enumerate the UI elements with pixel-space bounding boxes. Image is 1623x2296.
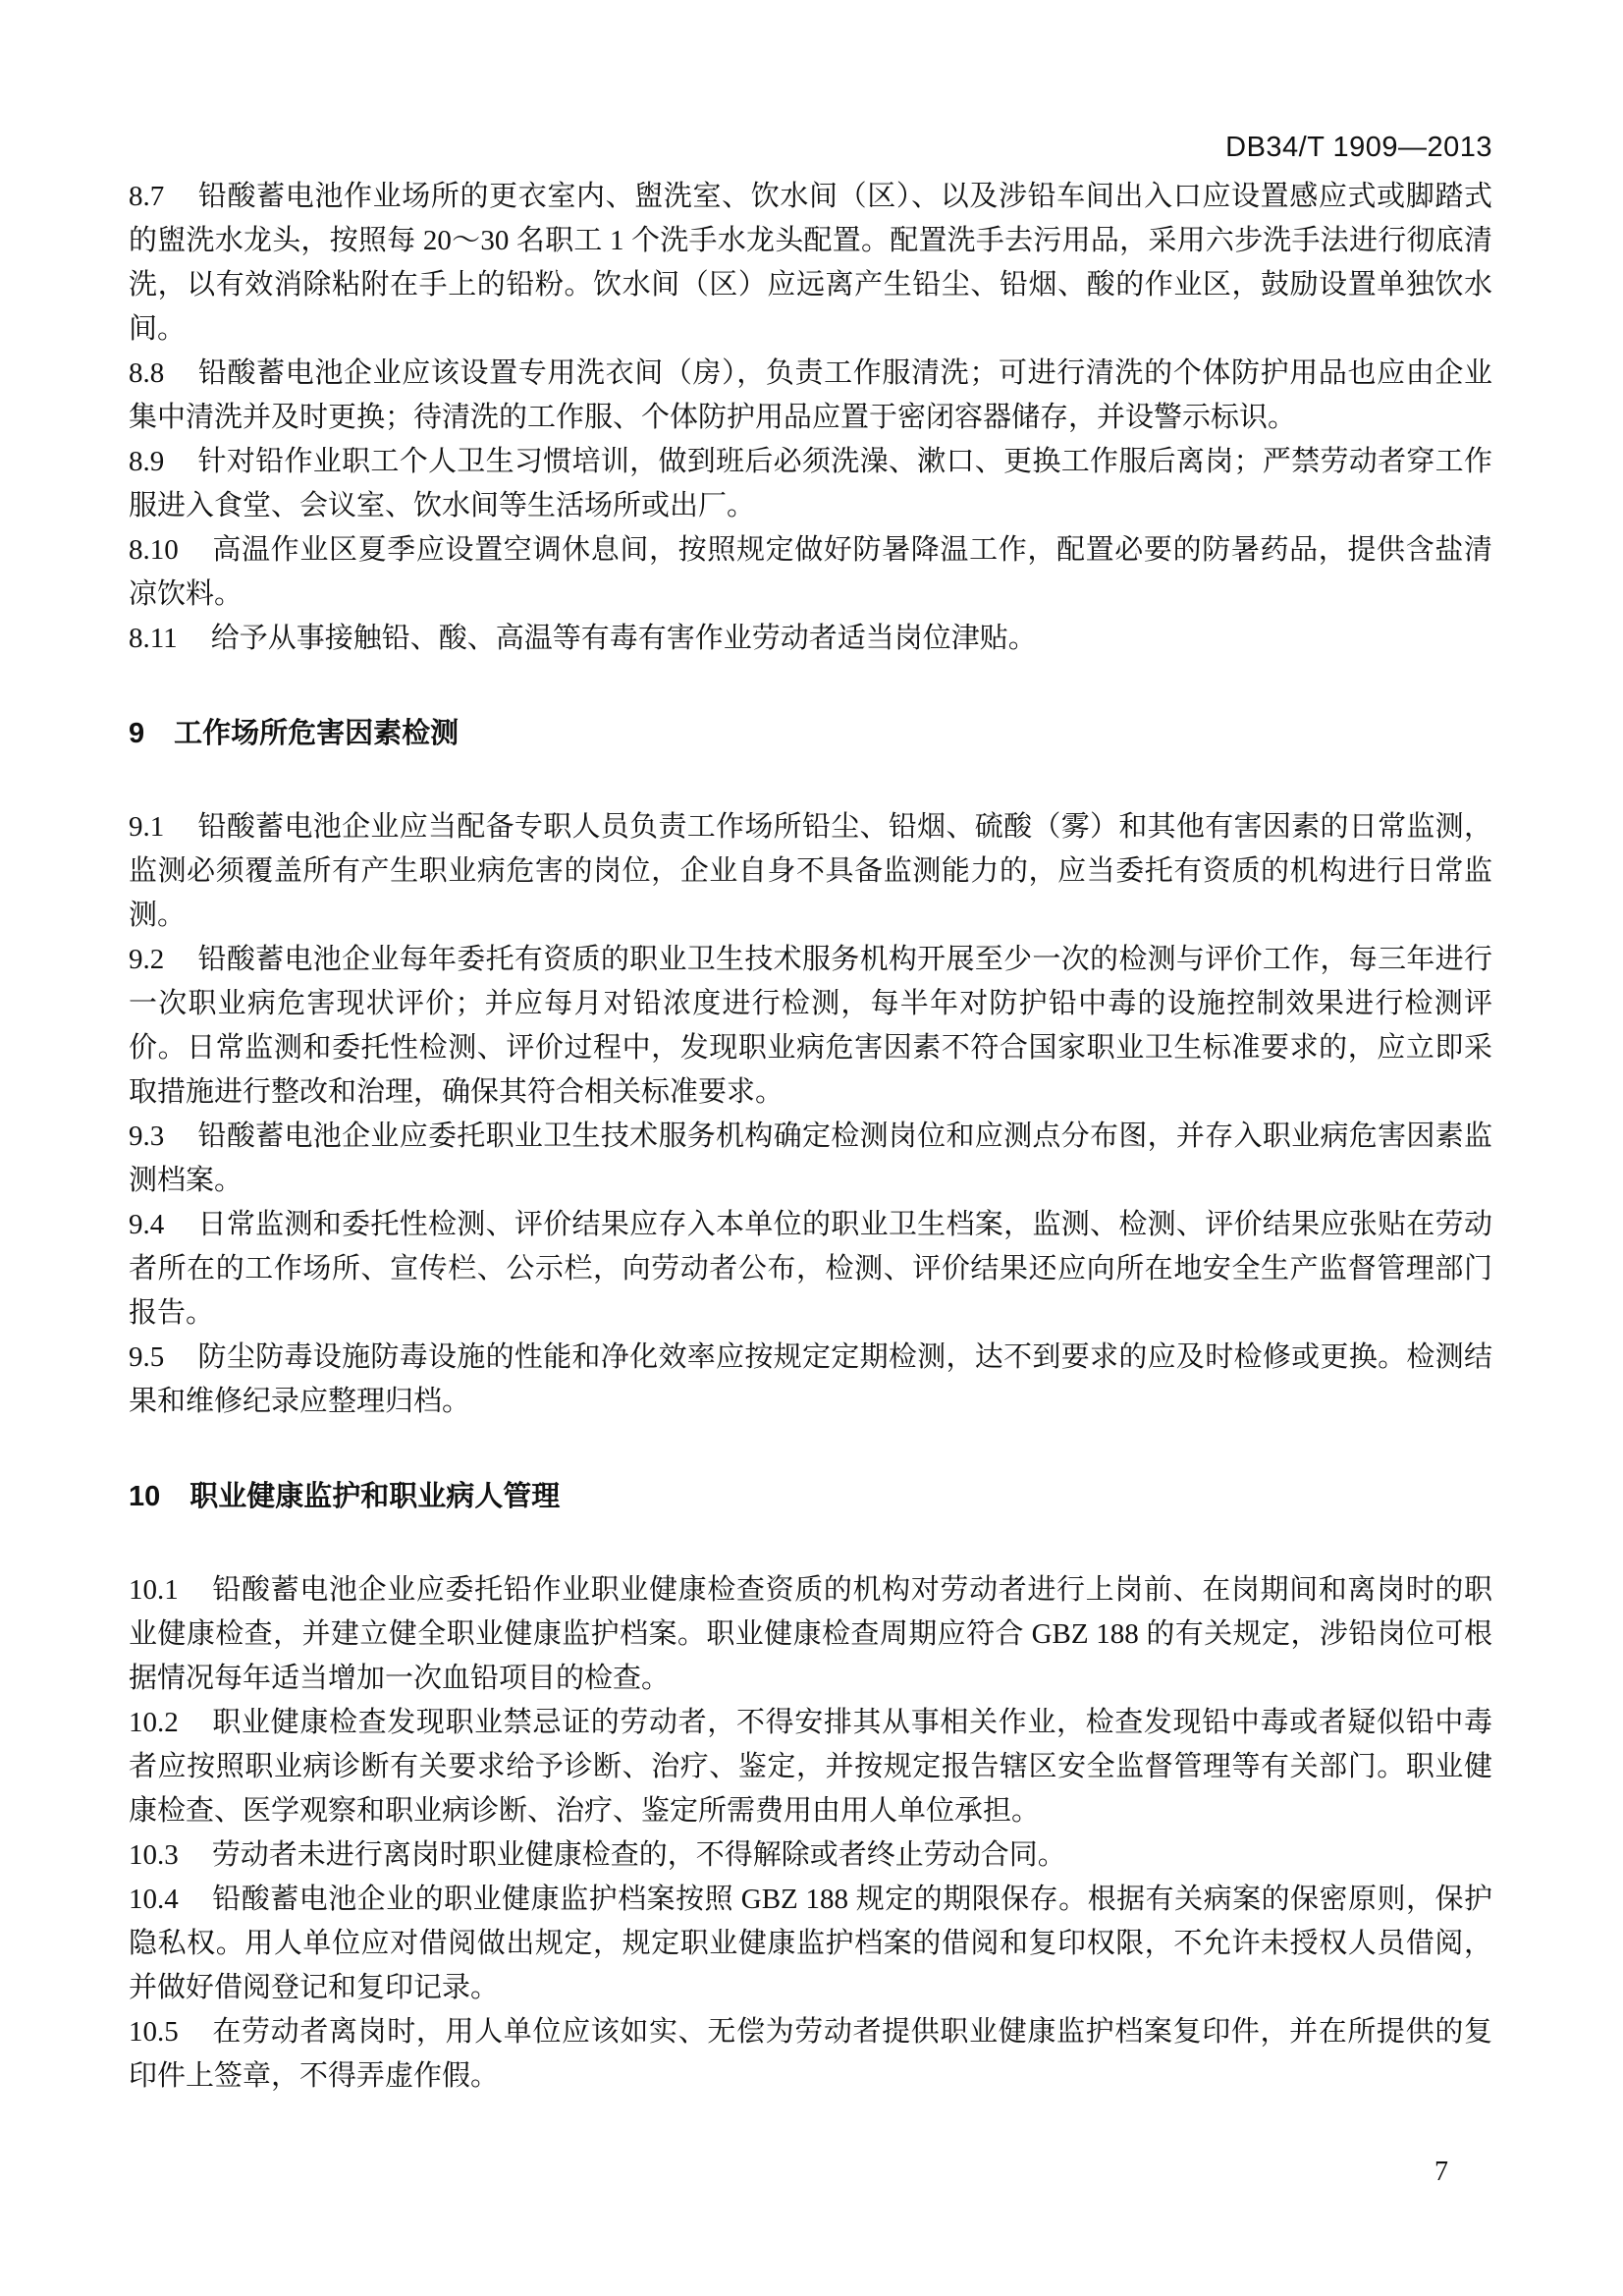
clause-number: 10.3	[129, 1839, 179, 1871]
section-heading	[129, 712, 1492, 756]
doc-number-header: DB34/T 1909—2013	[1225, 132, 1492, 163]
clause-paragraph	[129, 805, 1492, 938]
clause-paragraph	[129, 1568, 1492, 1701]
clause-paragraph	[129, 1833, 1492, 1878]
clause-paragraph	[129, 1878, 1492, 2010]
clause-paragraph	[129, 617, 1492, 661]
clause-number: 8.7	[129, 181, 165, 212]
clause-number: 8.8	[129, 357, 165, 389]
section-heading	[129, 1475, 1492, 1519]
clause-text: 给予从事接触铅、酸、高温等有毒有害作业劳动者适当岗位津贴。	[210, 623, 1037, 654]
clause-text: 工作场所危害因素检测	[174, 718, 460, 749]
clause-text: 铅酸蓄电池企业应当配备专职人员负责工作场所铅尘、铅烟、硫酸（雾）和其他有害因素的日常监测，监测必须覆盖所有产生职业病危害的岗位，企业自身不具备监测能力的，应当委托有资质的机构进行日常监测。	[129, 811, 1492, 931]
clause-paragraph	[129, 1701, 1492, 1833]
clause-text: 高温作业区夏季应设置空调休息间，按照规定做好防暑降温工作，配置必要的防暑药品，提供含盐清凉饮料。	[129, 534, 1492, 610]
clause-text: 铅酸蓄电池企业应委托铅作业职业健康检查资质的机构对劳动者进行上岗前、在岗期间和离岗时的职业健康检查，并建立健全职业健康监护档案。职业健康检查周期应符合 GBZ 188 的有关规定，涉铅岗位可根据情况每年适当增加一次血铅项目的检查。	[129, 1574, 1492, 1694]
clause-text: 劳动者未进行离岗时职业健康检查的，不得解除或者终止劳动合同。	[211, 1839, 1066, 1871]
clause-paragraph	[129, 440, 1492, 528]
document-body	[129, 175, 1492, 2099]
clause-paragraph	[129, 528, 1492, 617]
clause-number: 8.9	[129, 446, 165, 477]
clause-text: 铅酸蓄电池作业场所的更衣室内、盥洗室、饮水间（区）、以及涉铅车间出入口应设置感应式或脚踏式的盥洗水龙头，按照每 20～30 名职工 1 个洗手水龙头配置。配置洗手去污用品，采用六步洗手法进行彻底清洗，以有效消除粘附在手上的铅粉。饮水间（区）应远离产生铅尘、铅烟、酸的作业区，鼓励设置单独饮水间。	[129, 181, 1492, 345]
clause-number: 10.5	[129, 2016, 179, 2048]
page-number: 7	[1434, 2157, 1448, 2187]
clause-number: 9	[129, 718, 145, 749]
clause-text: 铅酸蓄电池企业应委托职业卫生技术服务机构确定检测岗位和应测点分布图，并存入职业病危害因素监测档案。	[129, 1121, 1492, 1196]
clause-paragraph	[129, 2010, 1492, 2099]
clause-number: 8.10	[129, 534, 179, 566]
clause-text: 铅酸蓄电池企业应该设置专用洗衣间（房），负责工作服清洗；可进行清洗的个体防护用品也应由企业集中清洗并及时更换；待清洗的工作服、个体防护用品应置于密闭容器储存，并设警示标识。	[129, 357, 1492, 433]
clause-paragraph	[129, 938, 1492, 1115]
clause-number: 9.1	[129, 811, 165, 843]
clause-text: 针对铅作业职工个人卫生习惯培训，做到班后必须洗澡、漱口、更换工作服后离岗；严禁劳动者穿工作服进入食堂、会议室、饮水间等生活场所或出厂。	[129, 446, 1492, 521]
clause-number: 9.4	[129, 1209, 165, 1240]
clause-text: 职业健康检查发现职业禁忌证的劳动者，不得安排其从事相关作业，检查发现铅中毒或者疑似铅中毒者应按照职业病诊断有关要求给予诊断、治疗、鉴定，并按规定报告辖区安全监督管理等有关部门。职业健康检查、医学观察和职业病诊断、治疗、鉴定所需费用由用人单位承担。	[129, 1707, 1492, 1827]
clause-text: 铅酸蓄电池企业每年委托有资质的职业卫生技术服务机构开展至少一次的检测与评价工作，每三年进行一次职业病危害现状评价；并应每月对铅浓度进行检测，每半年对防护铅中毒的设施控制效果进行检测评价。日常监测和委托性检测、评价过程中，发现职业病危害因素不符合国家职业卫生标准要求的，应立即采取措施进行整改和治理，确保其符合相关标准要求。	[129, 944, 1492, 1108]
clause-number: 10.4	[129, 1884, 179, 1915]
clause-paragraph	[129, 352, 1492, 440]
clause-text: 日常监测和委托性检测、评价结果应存入本单位的职业卫生档案，监测、检测、评价结果应张贴在劳动者所在的工作场所、宣传栏、公示栏，向劳动者公布，检测、评价结果还应向所在地安全生产监督管理部门报告。	[129, 1209, 1492, 1329]
clause-number: 10.2	[129, 1707, 179, 1738]
clause-number: 9.3	[129, 1121, 165, 1152]
clause-number: 10.1	[129, 1574, 179, 1606]
clause-number: 10	[129, 1481, 161, 1512]
clause-paragraph	[129, 175, 1492, 352]
clause-text: 在劳动者离岗时，用人单位应该如实、无偿为劳动者提供职业健康监护档案复印件，并在所提供的复印件上签章，不得弄虚作假。	[129, 2016, 1492, 2092]
clause-text: 铅酸蓄电池企业的职业健康监护档案按照 GBZ 188 规定的期限保存。根据有关病案的保密原则，保护隐私权。用人单位应对借阅做出规定，规定职业健康监护档案的借阅和复印权限，不允许未授权人员借阅，并做好借阅登记和复印记录。	[129, 1884, 1492, 2003]
clause-paragraph	[129, 1115, 1492, 1203]
clause-text: 职业健康监护和职业病人管理	[189, 1481, 561, 1512]
clause-number: 9.2	[129, 944, 165, 975]
clause-number: 8.11	[129, 623, 178, 654]
clause-paragraph	[129, 1336, 1492, 1424]
clause-paragraph	[129, 1203, 1492, 1336]
clause-number: 9.5	[129, 1341, 165, 1373]
clause-text: 防尘防毒设施防毒设施的性能和净化效率应按规定定期检测，达不到要求的应及时检修或更换。检测结果和维修纪录应整理归档。	[129, 1341, 1492, 1417]
